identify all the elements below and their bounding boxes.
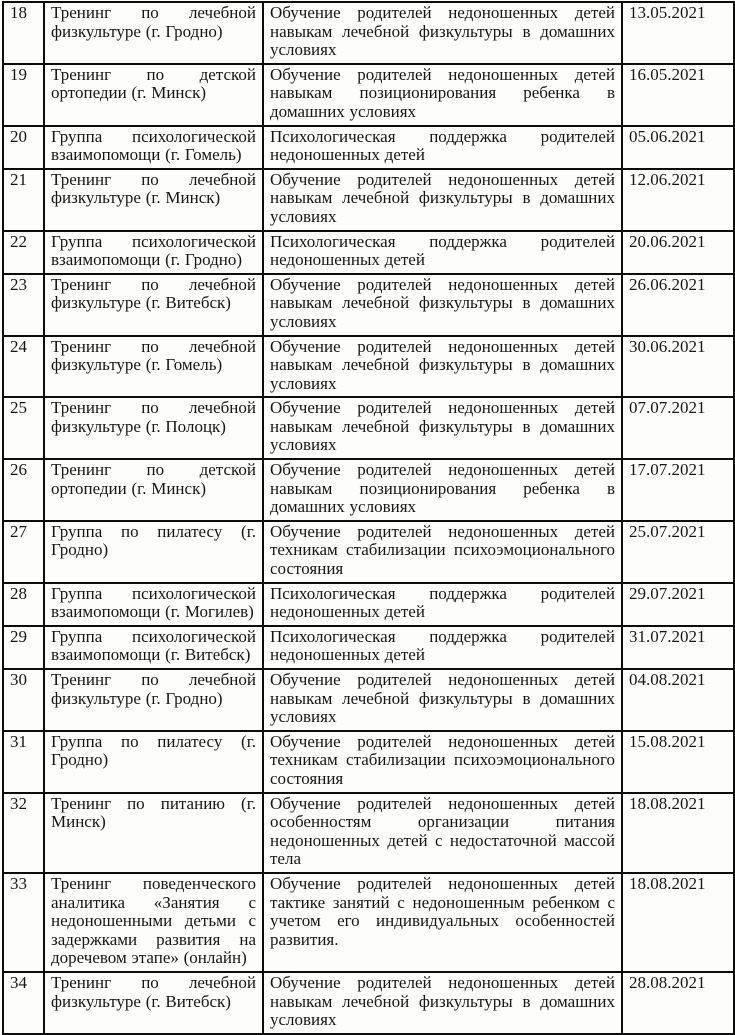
table-row <box>3 669 734 731</box>
event-name-cell: Тренинг по лечебной физкультуре (г. Минск) <box>44 169 263 231</box>
table-row <box>3 231 734 274</box>
event-description-cell: Обучение родителей недоношенных детей навыкам лечебной физкультуры в домашних условиях <box>263 669 622 731</box>
event-name-cell: Тренинг по детской ортопедии (г. Минск) <box>44 459 263 521</box>
row-number-cell: 33 <box>3 873 44 972</box>
event-name-cell: Группа психологической взаимопомощи (г. Гомель) <box>44 126 263 169</box>
event-description-cell: Обучение родителей недоношенных детей тактике занятий с недоношенным ребенком с учетом его индивидуальных особенностей развития. <box>263 873 622 972</box>
table-row <box>3 397 734 459</box>
event-description-cell: Обучение родителей недоношенных детей навыкам лечебной физкультуры в домашних условиях <box>263 397 622 459</box>
table-row <box>3 626 734 669</box>
row-number-cell: 25 <box>3 397 44 459</box>
event-date-cell: 05.06.2021 <box>622 126 734 169</box>
event-date-cell: 18.08.2021 <box>622 873 734 972</box>
table-row <box>3 64 734 126</box>
event-description-cell: Психологическая поддержка родителей недоношенных детей <box>263 583 622 626</box>
event-name-cell: Тренинг по лечебной физкультуре (г. Витебск) <box>44 972 263 1034</box>
row-number-cell: 34 <box>3 972 44 1034</box>
table-row <box>3 2 734 64</box>
event-name-cell: Тренинг по питанию (г. Минск) <box>44 793 263 873</box>
events-table-body <box>3 2 734 1034</box>
table-row <box>3 274 734 336</box>
row-number-cell: 22 <box>3 231 44 274</box>
row-number-cell: 18 <box>3 2 44 64</box>
event-date-cell: 20.06.2021 <box>622 231 734 274</box>
event-name-cell: Тренинг по лечебной физкультуре (г. Полоцк) <box>44 397 263 459</box>
event-date-cell: 28.08.2021 <box>622 972 734 1034</box>
event-date-cell: 17.07.2021 <box>622 459 734 521</box>
event-name-cell: Тренинг по лечебной физкультуре (г. Витебск) <box>44 274 263 336</box>
table-row <box>3 459 734 521</box>
event-date-cell: 18.08.2021 <box>622 793 734 873</box>
event-description-cell: Обучение родителей недоношенных детей техникам стабилизации психоэмоционального состояния <box>263 731 622 793</box>
row-number-cell: 23 <box>3 274 44 336</box>
table-row <box>3 521 734 583</box>
event-date-cell: 25.07.2021 <box>622 521 734 583</box>
table-row <box>3 169 734 231</box>
event-description-cell: Обучение родителей недоношенных детей навыкам лечебной физкультуры в домашних условиях <box>263 274 622 336</box>
event-name-cell: Тренинг по лечебной физкультуре (г. Гродно) <box>44 2 263 64</box>
row-number-cell: 24 <box>3 336 44 398</box>
table-row <box>3 126 734 169</box>
row-number-cell: 29 <box>3 626 44 669</box>
event-description-cell: Обучение родителей недоношенных детей навыкам позиционирования ребенка в домашних условиях <box>263 64 622 126</box>
event-description-cell: Психологическая поддержка родителей недоношенных детей <box>263 231 622 274</box>
row-number-cell: 19 <box>3 64 44 126</box>
event-name-cell: Тренинг по лечебной физкультуре (г. Гомель) <box>44 336 263 398</box>
event-name-cell: Группа по пилатесу (г. Гродно) <box>44 521 263 583</box>
event-description-cell: Обучение родителей недоношенных детей навыкам лечебной физкультуры в домашних условиях <box>263 972 622 1034</box>
event-date-cell: 26.06.2021 <box>622 274 734 336</box>
row-number-cell: 21 <box>3 169 44 231</box>
event-description-cell: Обучение родителей недоношенных детей навыкам лечебной физкультуры в домашних условиях <box>263 336 622 398</box>
table-row <box>3 793 734 873</box>
table-row <box>3 583 734 626</box>
event-description-cell: Обучение родителей недоношенных детей техникам стабилизации психоэмоционального состояния <box>263 521 622 583</box>
event-date-cell: 04.08.2021 <box>622 669 734 731</box>
event-description-cell: Психологическая поддержка родителей недоношенных детей <box>263 626 622 669</box>
event-date-cell: 29.07.2021 <box>622 583 734 626</box>
event-date-cell: 30.06.2021 <box>622 336 734 398</box>
event-name-cell: Тренинг поведенческого аналитика «Занятия с недоношенными детьми с задержками развития на доречевом этапе» (онлайн) <box>44 873 263 972</box>
row-number-cell: 30 <box>3 669 44 731</box>
event-date-cell: 16.05.2021 <box>622 64 734 126</box>
event-date-cell: 31.07.2021 <box>622 626 734 669</box>
row-number-cell: 20 <box>3 126 44 169</box>
event-description-cell: Обучение родителей недоношенных детей навыкам лечебной физкультуры в домашних условиях <box>263 2 622 64</box>
row-number-cell: 28 <box>3 583 44 626</box>
event-description-cell: Обучение родителей недоношенных детей особенностям организации питания недоношенных детей с недостаточной массой тела <box>263 793 622 873</box>
event-name-cell: Группа психологической взаимопомощи (г. Витебск) <box>44 626 263 669</box>
event-name-cell: Тренинг по детской ортопедии (г. Минск) <box>44 64 263 126</box>
event-name-cell: Группа психологической взаимопомощи (г. Гродно) <box>44 231 263 274</box>
event-name-cell: Тренинг по лечебной физкультуре (г. Гродно) <box>44 669 263 731</box>
event-date-cell: 07.07.2021 <box>622 397 734 459</box>
table-row <box>3 731 734 793</box>
event-date-cell: 13.05.2021 <box>622 2 734 64</box>
row-number-cell: 31 <box>3 731 44 793</box>
row-number-cell: 26 <box>3 459 44 521</box>
table-row <box>3 972 734 1034</box>
row-number-cell: 27 <box>3 521 44 583</box>
event-name-cell: Группа психологической взаимопомощи (г. Могилев) <box>44 583 263 626</box>
events-schedule-table <box>2 1 735 1035</box>
event-description-cell: Обучение родителей недоношенных детей навыкам лечебной физкультуры в домашних условиях <box>263 169 622 231</box>
table-row <box>3 873 734 972</box>
event-date-cell: 15.08.2021 <box>622 731 734 793</box>
row-number-cell: 32 <box>3 793 44 873</box>
event-name-cell: Группа по пилатесу (г. Гродно) <box>44 731 263 793</box>
event-date-cell: 12.06.2021 <box>622 169 734 231</box>
table-row <box>3 336 734 398</box>
event-description-cell: Обучение родителей недоношенных детей навыкам позиционирования ребенка в домашних условиях <box>263 459 622 521</box>
event-description-cell: Психологическая поддержка родителей недоношенных детей <box>263 126 622 169</box>
